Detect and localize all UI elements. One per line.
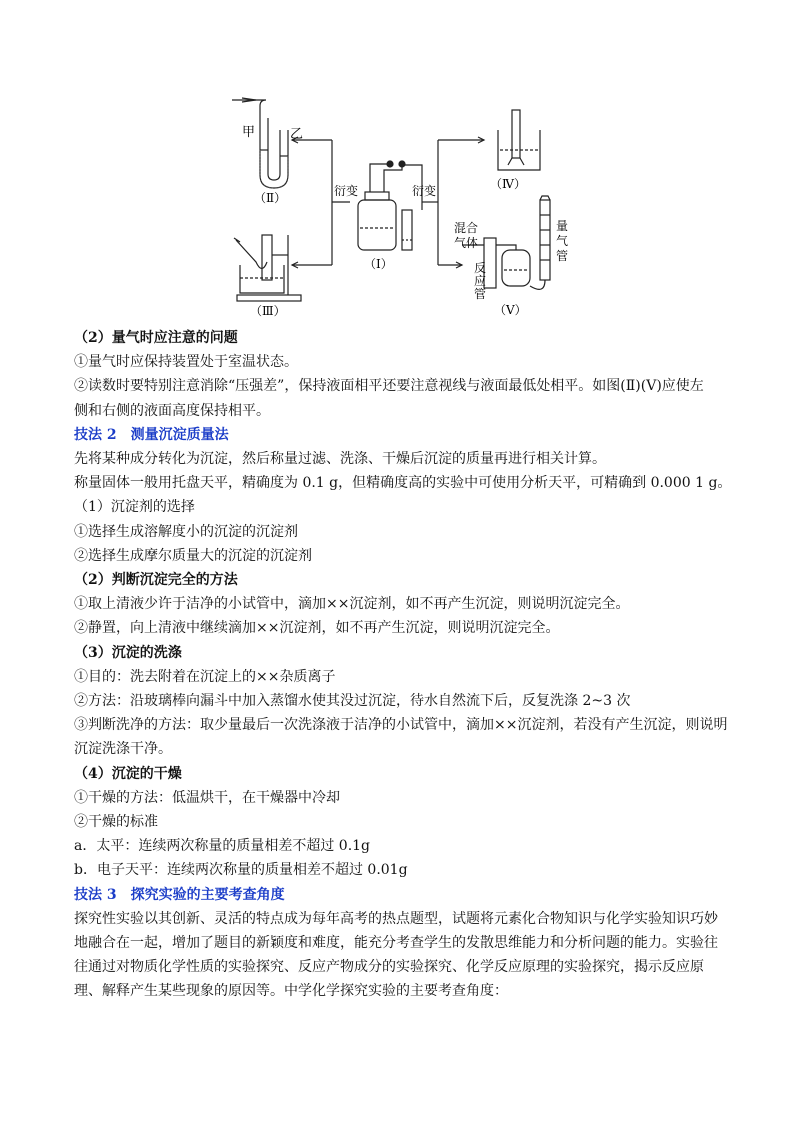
paragraph-line: a．太平：连续两次称量的质量相差不超过 0.1g: [74, 838, 371, 855]
paragraph-line: 地融合在一起，增加了题目的新颖度和难度，能充分考查学生的发散思维能力和分析问题的能力。实验往: [74, 935, 718, 952]
heading-precipitate-drying: （4）沉淀的干燥: [74, 765, 182, 782]
paragraph-line: ②干燥的标准: [74, 814, 158, 831]
label-derive-left: 衍变: [334, 184, 359, 198]
label-reaction-tube-3: 管: [474, 287, 487, 301]
paragraph-line: ②方法：沿玻璃棒向漏斗中加入蒸馏水使其没过沉淀，待水自然流下后，反复洗涤 2~3 次: [74, 693, 631, 710]
paragraph-line: b．电子天平：连续两次称量的质量相差不超过 0.01g: [74, 862, 408, 879]
paragraph-line: 先将某种成分转化为沉淀，然后称量过滤、洗涤、干燥后沉淀的质量再进行相关计算。: [74, 451, 606, 468]
paragraph-line: ②选择生成摩尔质量大的沉淀的沉淀剂: [74, 547, 312, 564]
paragraph-line: ②静置，向上清液中继续滴加××沉淀剂，如不再产生沉淀，则说明沉淀完全。: [74, 620, 560, 637]
heading-complete-precipitation: （2）判断沉淀完全的方法: [74, 572, 238, 589]
document-body: [74, 326, 732, 1004]
u-tube-apparatus: [232, 98, 288, 188]
paragraph-line: 沉淀洗涤干净。: [74, 741, 172, 758]
label-jia: 甲: [242, 125, 256, 140]
gas-bottle-apparatus: [358, 161, 422, 250]
section-heading-technique-2: 技法 2 测量沉淀质量法: [74, 426, 229, 443]
paragraph-line: 侧和右侧的液面高度保持相平。: [74, 402, 270, 419]
paragraph-line: ③判断洗净的方法：取少量最后一次洗涤液于洁净的小试管中，滴加××沉淀剂，若没有产生沉淀，则说明: [74, 717, 728, 734]
section-heading-technique-3: 技法 3 探究实验的主要考查角度: [74, 886, 285, 903]
label-iv: （Ⅳ）: [490, 177, 526, 191]
label-mixed-gas-2: 气体: [454, 236, 479, 250]
heading-precipitate-washing: （3）沉淀的洗涤: [74, 644, 182, 661]
beaker-stand-apparatus: [234, 235, 301, 301]
label-gas-tube-1: 量: [556, 219, 569, 233]
paragraph-line: 理、解释产生某些现象的原因等。中学化学探究实验的主要考查角度：: [74, 983, 508, 1000]
label-yi: 乙: [290, 127, 304, 142]
label-reaction-tube-1: 反: [474, 261, 487, 275]
label-mixed-gas-1: 混合: [454, 221, 479, 235]
paragraph-line: ②读数时要特别注意消除“压强差”，保持液面相平还要注意视线与液面最低处相平。如图(Ⅱ)(Ⅴ)应使左: [74, 378, 704, 395]
subheading-precipitant-choice: （1）沉淀剂的选择: [74, 499, 195, 516]
label-iii: （Ⅲ）: [250, 304, 286, 318]
apparatus-svg: [222, 90, 602, 320]
label-reaction-tube-2: 应: [474, 274, 487, 288]
paragraph-line: ①干燥的方法：低温烘干，在干燥器中冷却: [74, 789, 340, 806]
heading-gas-measure-notes: （2）量气时应注意的问题: [74, 330, 238, 346]
label-gas-tube-3: 管: [556, 249, 569, 263]
paragraph-line: 探究性实验以其创新、灵活的特点成为每年高考的热点题型，试题将元素化合物知识与化学实验知识巧妙: [74, 910, 718, 927]
apparatus-diagram: [222, 90, 602, 320]
paragraph-line: ①量气时应保持装置处于室温状态。: [74, 354, 298, 371]
paragraph-line: ①选择生成溶解度小的沉淀的沉淀剂: [74, 523, 298, 540]
paragraph-line: 称量固体一般用托盘天平，精确度为 0.1 g，但精确度高的实验中可使用分析天平，可精确到 0.000 1 g。: [74, 475, 732, 492]
paragraph-line: ①目的：洗去附着在沉淀上的××杂质离子: [74, 668, 336, 685]
label-i: （Ⅰ）: [364, 257, 393, 271]
label-ii: （Ⅱ）: [254, 191, 287, 205]
beaker-apparatus: [498, 110, 540, 170]
label-derive-right: 衍变: [412, 184, 437, 198]
label-v: （Ⅴ）: [494, 303, 527, 317]
derive-left-arrows: [292, 137, 350, 268]
label-gas-tube-2: 气: [556, 234, 569, 248]
paragraph-line: ①取上清液少许于洁净的小试管中，滴加××沉淀剂，如不再产生沉淀，则说明沉淀完全。: [74, 596, 630, 613]
paragraph-line: 往通过对物质化学性质的实验探究、反应产物成分的实验探究、化学反应原理的实验探究，揭示反应原: [74, 959, 704, 976]
